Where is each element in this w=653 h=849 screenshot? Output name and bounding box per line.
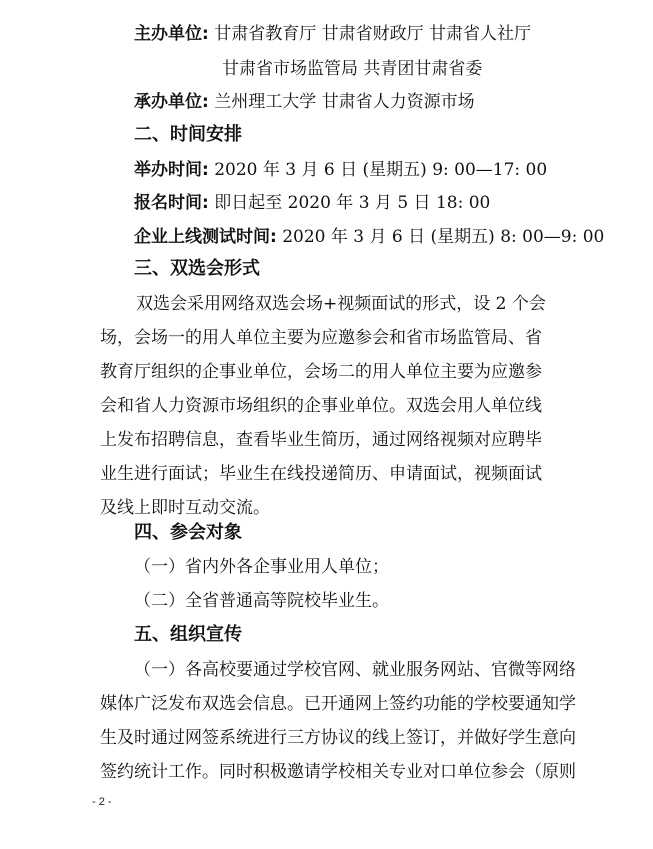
- event-time-text: 2020 年 3 月 6 日 (星期五) 9: 00—17: 00: [214, 160, 548, 180]
- paragraph-line: 及线上即时互动交流。: [100, 498, 270, 518]
- paragraph-line: 上发布招聘信息，查看毕业生简历，通过网络视频对应聘毕: [100, 430, 542, 450]
- registration-time-text: 即日起至 2020 年 3 月 5 日 18: 00: [214, 193, 491, 213]
- host-units-text: 甘肃省教育厅 甘肃省财政厅 甘肃省人社厅: [214, 24, 532, 44]
- section-heading-publicity: 五、组织宣传: [134, 624, 242, 645]
- host-units-line: [134, 23, 531, 45]
- host-units-label: 主办单位:: [134, 24, 209, 44]
- paragraph-line: 媒体广泛发布双选会信息。已开通网上签约功能的学校要通知学: [100, 694, 576, 714]
- event-time-label: 举办时间:: [134, 160, 209, 180]
- online-test-time-label: 企业上线测试时间:: [134, 227, 277, 247]
- online-test-time-text: 2020 年 3 月 6 日 (星期五) 8: 00—9: 00: [282, 227, 605, 247]
- paragraph-line: 场，会场一的用人单位主要为应邀参会和省市场监管局、省: [100, 328, 542, 348]
- page-number: - 2 -: [92, 796, 112, 808]
- paragraph-line: 生及时通过网签系统进行三方协议的线上签订，并做好学生意向: [100, 728, 576, 748]
- event-time-line: [134, 159, 547, 181]
- participant-item: （二）全省普通高等院校毕业生。: [134, 591, 389, 611]
- registration-time-line: [134, 192, 490, 214]
- undertaking-units-label: 承办单位:: [134, 92, 209, 112]
- participant-item: （一）省内外各企事业用人单位；: [134, 557, 389, 577]
- undertaking-units-line: [134, 91, 475, 113]
- paragraph-line: 签约统计工作。同时积极邀请学校相关专业对口单位参会（原则: [100, 762, 576, 782]
- registration-time-label: 报名时间:: [134, 193, 209, 213]
- paragraph-line: 会和省人力资源市场组织的企事业单位。双选会用人单位线: [100, 396, 542, 416]
- paragraph-line: 教育厅组织的企事业单位，会场二的用人单位主要为应邀参: [100, 362, 542, 382]
- paragraph-line: 双选会采用网络双选会场+视频面试的形式，设 2 个会: [136, 294, 546, 314]
- undertaking-units-text: 兰州理工大学 甘肃省人力资源市场: [214, 92, 475, 112]
- paragraph-line: （一）各高校要通过学校官网、就业服务网站、官微等网络: [134, 660, 576, 680]
- section-heading-schedule: 二、时间安排: [134, 124, 242, 145]
- section-heading-participants: 四、参会对象: [134, 522, 242, 543]
- online-test-time-line: [134, 226, 604, 248]
- paragraph-line: 业生进行面试；毕业生在线投递简历、申请面试，视频面试: [100, 464, 542, 484]
- section-heading-format: 三、双选会形式: [134, 258, 260, 279]
- host-units-line-2: 甘肃省市场监管局 共青团甘肃省委: [222, 59, 483, 79]
